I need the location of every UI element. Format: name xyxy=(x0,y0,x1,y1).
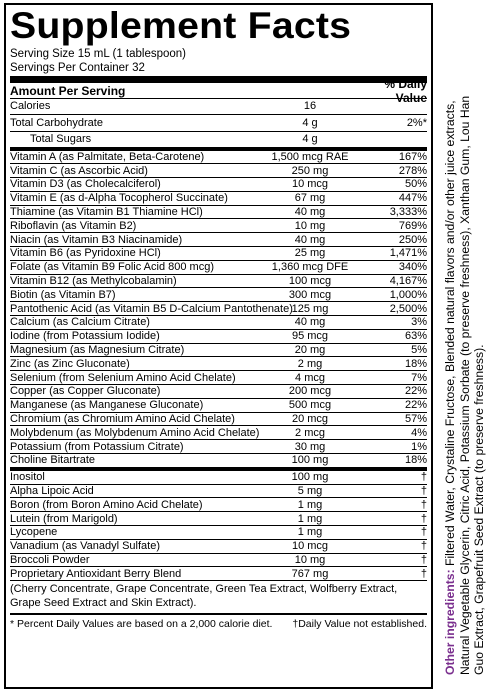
table-row: Zinc (as Zinc Gluconate) 2 mg 18% xyxy=(10,357,427,370)
table-row: Total Carbohydrate 4 g 2%* xyxy=(10,115,427,133)
other-ingredients: Other ingredients: Filtered Water, Crystaline Fructose, Blended natural flavors and/or other juice extracts, Natural Vegetable Glycerin, Citric Acid, Potassium Sorbate (to preserve freshness), Xanthan Gum, Lou Han Guo Extract, Grapefruit Seed Extract (to preserve freshness). xyxy=(443,95,486,675)
table-row: Lycopene 1 mg † xyxy=(10,526,427,539)
table-row: Vitamin D3 (as Cholecalciferol) 10 mcg 50% xyxy=(10,178,427,191)
table-row: Calories 16 xyxy=(10,99,427,115)
footnote-dv: * Percent Daily Values are based on a 2,000 calorie diet. xyxy=(10,618,273,631)
table-row: Vitamin C (as Ascorbic Acid) 250 mg 278% xyxy=(10,164,427,177)
table-row: Copper (as Copper Gluconate) 200 mcg 22% xyxy=(10,385,427,398)
table-row: Folate (as Vitamin B9 Folic Acid 800 mcg) 1,360 mcg DFE 340% xyxy=(10,261,427,274)
ingredients-lead: Other ingredients: xyxy=(443,569,457,675)
table-row: Chromium (as Chromium Amino Acid Chelate) 20 mcg 57% xyxy=(10,413,427,426)
footnote-dagger: †Daily Value not established. xyxy=(292,618,427,631)
blend-detail: (Cherry Concentrate, Grape Concentrate, Green Tea Extract, Wolfberry Extract, Grape Seed Extract and Skin Extract). xyxy=(10,581,427,615)
table-row: Vanadium (as Vanadyl Sulfate) 10 mcg † xyxy=(10,540,427,553)
serving-size: Serving Size 15 mL (1 tablespoon) xyxy=(10,48,187,60)
vitamin-rows xyxy=(10,151,427,468)
servings-per-container: Servings Per Container 32 xyxy=(10,62,145,74)
table-row: Total Sugars 4 g xyxy=(10,132,427,148)
table-row: Thiamine (as Vitamin B1 Thiamine HCl) 40 mg 3,333% xyxy=(10,206,427,219)
table-row: Boron (from Boron Amino Acid Chelate) 1 mg † xyxy=(10,498,427,511)
table-row: Magnesium (as Magnesium Citrate) 20 mg 5% xyxy=(10,344,427,357)
table-row: Proprietary Antioxidant Berry Blend 767 mg † xyxy=(10,567,427,580)
table-row: Lutein (from Marigold) 1 mg † xyxy=(10,512,427,525)
table-row: Iodine (from Potassium Iodide) 95 mcg 63% xyxy=(10,330,427,343)
panel-title: Supplement Facts xyxy=(10,5,352,46)
table-row: Vitamin B12 (as Methylcobalamin) 100 mcg 4,167% xyxy=(10,275,427,288)
footnotes xyxy=(10,615,427,630)
table-row: Potassium (from Potassium Citrate) 30 mg 1% xyxy=(10,440,427,453)
table-row: Vitamin B6 (as Pyridoxine HCl) 25 mg 1,471% xyxy=(10,247,427,260)
table-header xyxy=(10,76,427,105)
table-row: Inositol 100 mg † xyxy=(10,471,427,484)
header-dv: % Daily Value xyxy=(384,76,427,105)
table-row: Niacin (as Vitamin B3 Niacinamide) 40 mg 250% xyxy=(10,233,427,246)
table-row: Pantothenic Acid (as Vitamin B5 D-Calcium Pantothenate) 125 mg 2,500% xyxy=(10,302,427,315)
table-row: Choline Bitartrate 100 mg 18% xyxy=(10,454,427,467)
table-row: Broccoli Powder 10 mg † xyxy=(10,554,427,566)
header-amount: Amount Per Serving xyxy=(10,83,126,98)
table-row: Alpha Lipoic Acid 5 mg † xyxy=(10,485,427,498)
table-row: Calcium (as Calcium Citrate) 40 mg 3% xyxy=(10,316,427,329)
table-row: Manganese (as Manganese Gluconate) 500 mcg 22% xyxy=(10,399,427,412)
supplement-facts-panel xyxy=(4,3,433,689)
table-row: Selenium (from Selenium Amino Acid Chelate) 4 mcg 7% xyxy=(10,371,427,384)
table-row: Riboflavin (as Vitamin B2) 10 mg 769% xyxy=(10,219,427,232)
table-row: Biotin (as Vitamin B7) 300 mcg 1,000% xyxy=(10,288,427,301)
table-row: Vitamin A (as Palmitate, Beta-Carotene) 1,500 mcg RAE 167% xyxy=(10,150,427,163)
other-rows xyxy=(10,471,427,581)
table-row: Vitamin E (as d-Alpha Tocopherol Succinate) 67 mg 447% xyxy=(10,192,427,205)
table-row: Molybdenum (as Molybdenum Amino Acid Chelate) 2 mcg 4% xyxy=(10,426,427,439)
